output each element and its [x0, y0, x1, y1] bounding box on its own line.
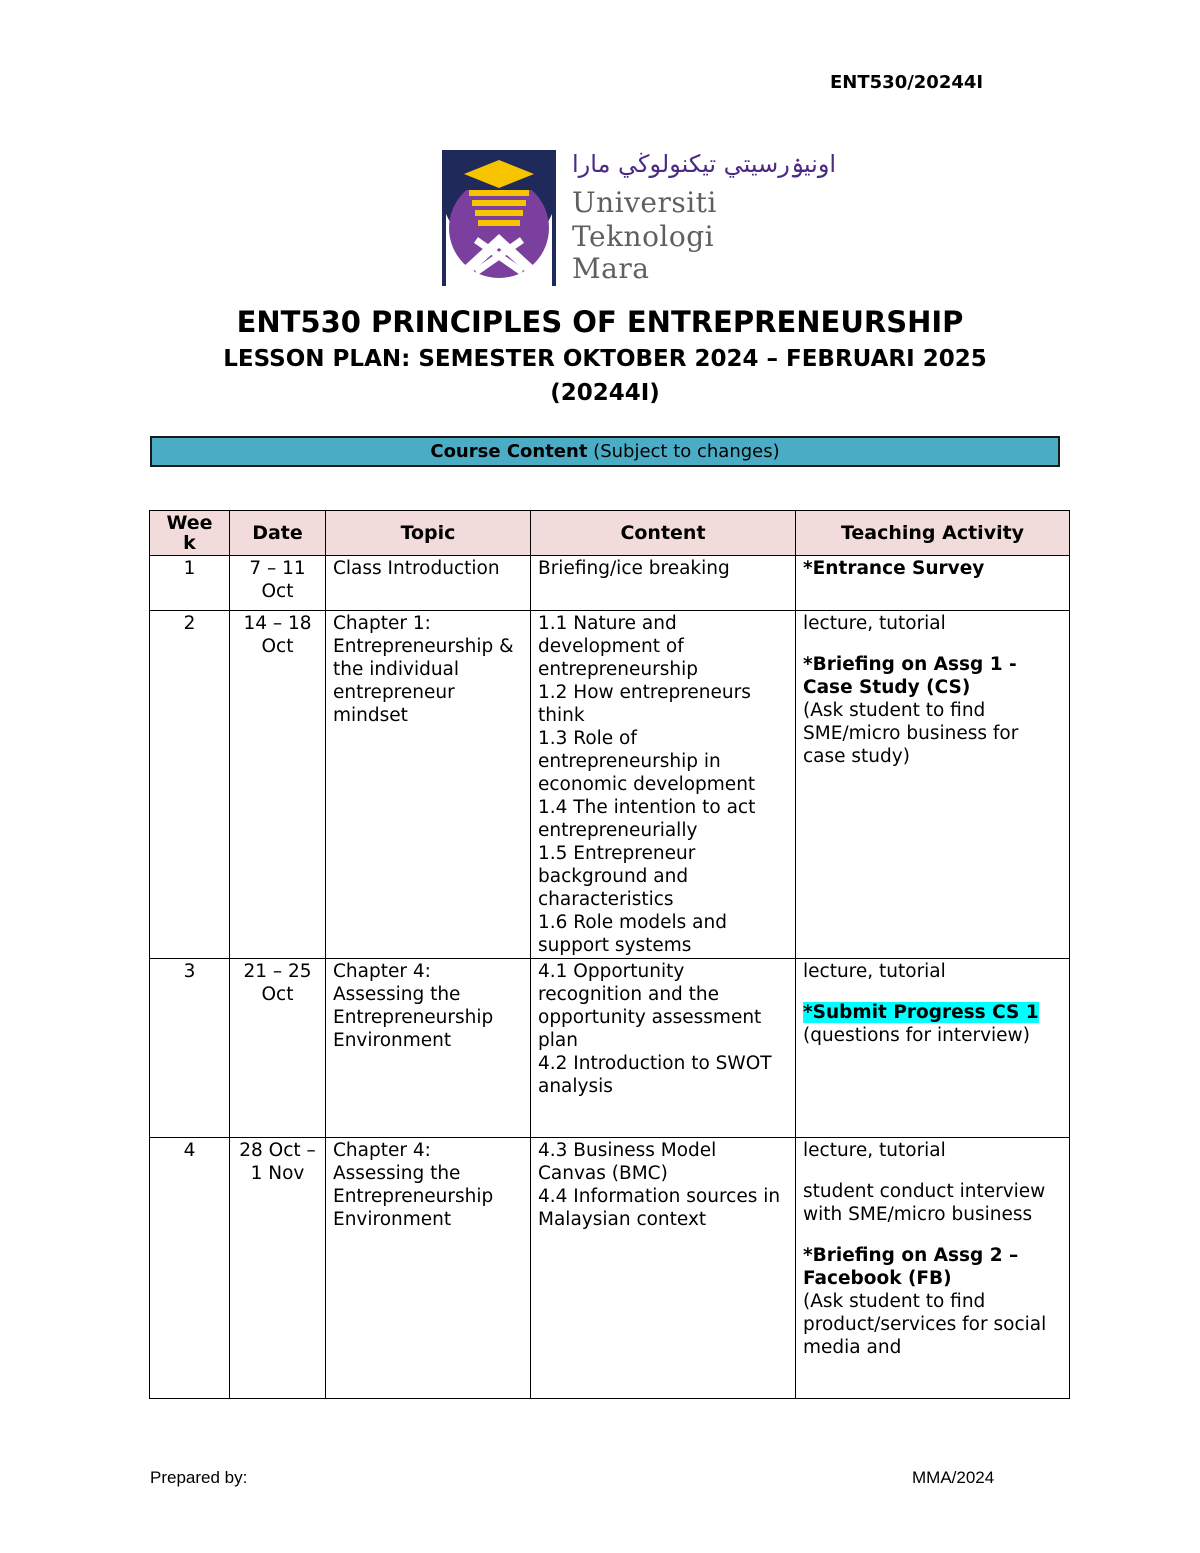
content-item: 1.3 Role of entrepreneurship in economic development: [538, 728, 756, 795]
content-cell: [531, 1138, 796, 1399]
content-item: 4.2 Introduction to SWOT analysis: [538, 1053, 772, 1097]
content-item: 4.4 Information sources in Malaysian context: [538, 1186, 781, 1230]
topic-cell: Class Introduction: [326, 556, 531, 611]
date-cell: 7 – 11 Oct: [230, 556, 326, 611]
activity-text: *Entrance Survey: [803, 558, 985, 579]
content-item: 1.6 Role models and support systems: [538, 912, 727, 956]
date-cell: 14 – 18 Oct: [230, 611, 326, 959]
activity-note: (Ask student to find SME/micro business for case study): [803, 700, 1019, 767]
topic-cell: Chapter 4: Assessing the Entrepreneurship Environment: [326, 959, 531, 1138]
logo-line-2: Teknologi: [572, 220, 715, 253]
activity-cell: [796, 1138, 1070, 1399]
activity-cell: [796, 556, 1070, 611]
content-item: 1.4 The intention to act entrepreneurially: [538, 797, 756, 841]
week-cell: 1: [150, 556, 230, 611]
course-content-note: (Subject to changes): [593, 441, 780, 462]
activity-cell: [796, 959, 1070, 1138]
logo-arabic-text: اونيۏرسيتي تيكنولوڬي مارا: [572, 150, 837, 178]
content-item: 1.5 Entrepreneur background and characteristics: [538, 843, 696, 910]
footer-version: MMA/2024: [912, 1468, 995, 1487]
prepared-by-label: Prepared by:: [150, 1468, 248, 1487]
content-cell: [531, 611, 796, 959]
assignment-briefing: *Briefing on Assg 1 - Case Study (CS): [803, 654, 1017, 698]
activity-cell: [796, 611, 1070, 959]
activity-text: lecture, tutorial: [803, 961, 946, 982]
logo-line-3: Mara: [572, 252, 650, 285]
table-row: [150, 556, 1070, 611]
activity-text: lecture, tutorial: [803, 613, 946, 634]
header-week: Wee k: [150, 511, 230, 556]
assignment-briefing: *Briefing on Assg 2 – Facebook (FB): [803, 1245, 1019, 1289]
topic-cell: Chapter 4: Assessing the Entrepreneurship Environment: [326, 1138, 531, 1399]
date-cell: 21 – 25 Oct: [230, 959, 326, 1138]
content-item: 4.1 Opportunity recognition and the opportunity assessment plan: [538, 961, 762, 1051]
activity-note: (Ask student to find product/services for social media and: [803, 1291, 1047, 1358]
uitm-emblem-icon: [442, 150, 556, 286]
lesson-plan-table: [149, 510, 1070, 1399]
content-item: 4.3 Business Model Canvas (BMC): [538, 1140, 717, 1184]
activity-text: lecture, tutorial: [803, 1140, 946, 1161]
course-content-bar: [150, 436, 1060, 467]
submission-highlight: *Submit Progress CS 1: [803, 1002, 1039, 1023]
content-cell: [531, 556, 796, 611]
content-item: Briefing/ice breaking: [538, 558, 730, 579]
content-item: 1.1 Nature and development of entrepreneurship: [538, 613, 698, 680]
logo-line-1: Universiti: [572, 186, 717, 219]
table-row: [150, 1138, 1070, 1399]
week-cell: 3: [150, 959, 230, 1138]
content-item: 1.2 How entrepreneurs think: [538, 682, 751, 726]
activity-note: (questions for interview): [803, 1025, 1030, 1046]
header-teaching-activity: Teaching Activity: [796, 511, 1070, 556]
document-code: ENT530/20244I: [830, 72, 984, 93]
table-row: [150, 611, 1070, 959]
week-cell: 4: [150, 1138, 230, 1399]
week-cell: 2: [150, 611, 230, 959]
course-content-label: Course Content: [430, 441, 588, 462]
lesson-plan-subtitle: LESSON PLAN: SEMESTER OKTOBER 2024 – FEBRUARI 2025 (20244I): [223, 346, 987, 406]
header-date: Date: [230, 511, 326, 556]
header-topic: Topic: [326, 511, 531, 556]
topic-cell: Chapter 1: Entrepreneurship & the individual entrepreneur mindset: [326, 611, 531, 959]
table-row: [150, 959, 1070, 1138]
university-logo: [442, 150, 837, 286]
header-content: Content: [531, 511, 796, 556]
date-cell: 28 Oct – 1 Nov: [230, 1138, 326, 1399]
table-header-row: [150, 511, 1070, 556]
content-cell: [531, 959, 796, 1138]
course-title: ENT530 PRINCIPLES OF ENTREPRENEURSHIP: [236, 305, 964, 339]
activity-text: student conduct interview with SME/micro business: [803, 1181, 1046, 1225]
